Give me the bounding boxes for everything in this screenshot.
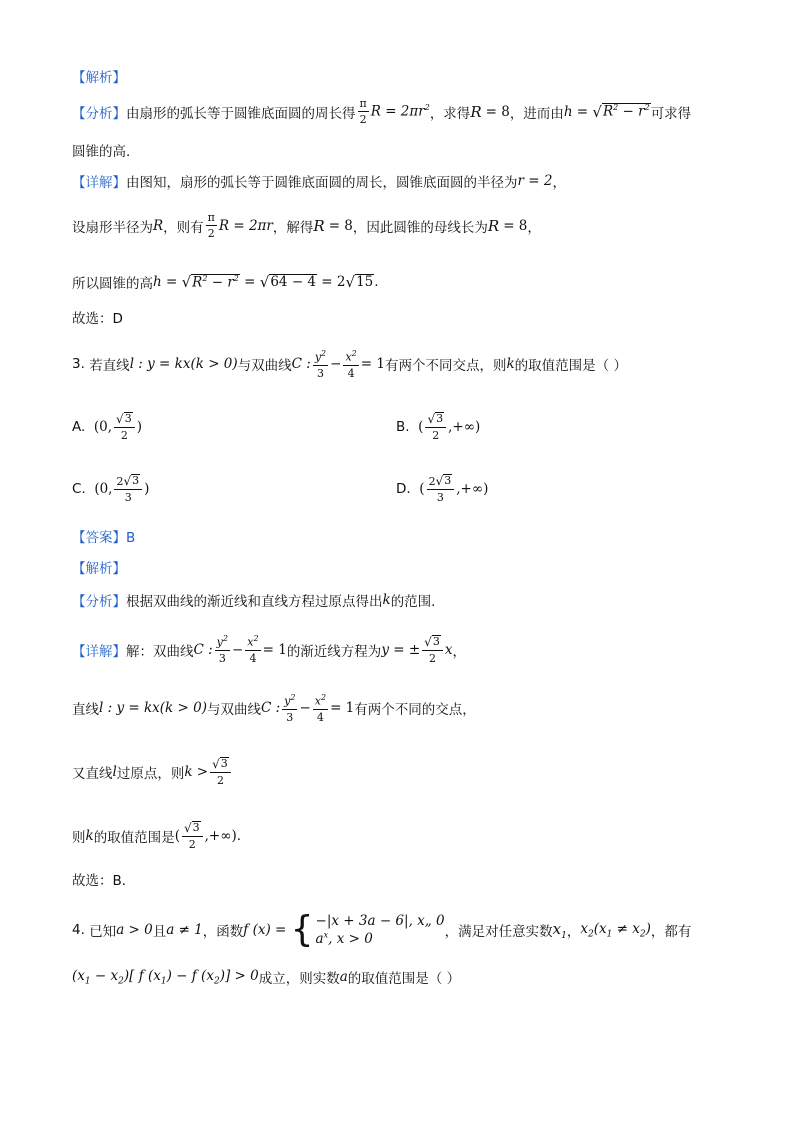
option-D-frac: 2 √ 3 3 [427, 474, 455, 503]
sqrt-R2-minus-r2: √ $R^2 - r^2$ [592, 102, 650, 121]
question-3 [72, 350, 627, 379]
option-B-close: ,+∞) [448, 418, 481, 435]
pi-over-2-fraction: $\frac{\pi}{2}$ [359, 97, 367, 126]
setR-text-2: ，则有 [163, 219, 204, 236]
eq-1-b: = 1 [262, 641, 287, 658]
detail-tag-2: 【详解】 [72, 643, 126, 660]
x2-over-4-b: $\frac{x^2}{4}$ [247, 634, 259, 665]
formula-eq-8: = 8 [485, 103, 510, 120]
detail-line-q3 [72, 635, 466, 664]
q4-text-2: 且 [152, 924, 167, 941]
analysis-line-q3 [72, 590, 435, 610]
sqrt-15: √ 15 [345, 272, 374, 291]
analysis-tag: 【分析】 [72, 105, 126, 122]
answer-choice-line-2 [72, 869, 135, 889]
minus-c: − [299, 700, 311, 717]
q4-text-8: 的取值范围是（ ） [347, 971, 461, 987]
line-l-text-2: 与双曲线 [206, 702, 261, 719]
option-D[interactable] [396, 474, 488, 503]
detail2-text-3: ， [452, 643, 466, 660]
line-range-text-2: 的取值范围是 [93, 829, 175, 846]
detail-text-2: ， [552, 175, 566, 191]
option-A[interactable] [72, 412, 142, 441]
piecewise-cases [316, 912, 445, 948]
option-B-label: B. [396, 418, 410, 435]
k-gt-frac: √ 3 2 [210, 757, 231, 786]
k-var-2: k [382, 592, 391, 608]
analysis-text-2: ，求得 [429, 105, 471, 122]
section-header-explanation-2 [72, 557, 126, 577]
question-4 [72, 909, 692, 951]
formula-arc-eq-2: R = 2πr [218, 217, 273, 234]
formula-eq: = [239, 274, 260, 290]
inequality: $(x_1 - x_2)$[ f $(x_1) - f$ $(x_2)] > 0$ [72, 967, 259, 987]
question-4-line-2 [72, 967, 460, 987]
formula-eq-2: = 2 [317, 274, 346, 290]
detail-text-1: 由图知，扇形的弧长等于圆锥底面圆的周长，圆锥底面圆的半径为 [126, 175, 518, 191]
asymptote-y: y = ± [381, 641, 421, 658]
answer-tag: 【答案】B [72, 530, 136, 546]
minus-b: − [231, 641, 244, 658]
range-close: ,+∞) [204, 827, 237, 844]
height-text-2: . [374, 274, 379, 290]
k-var: k [506, 356, 515, 373]
option-C-frac: 2 √ 3 3 [114, 474, 142, 503]
line-origin-text-2: 过原点，则 [116, 765, 185, 782]
q4-text-5: ， [566, 924, 581, 941]
detail-tag: 【详解】 [72, 175, 126, 191]
option-B-frac: √ 3 2 [425, 412, 446, 441]
q3-text-2: 与双曲线 [237, 358, 292, 375]
x2-over-4: $\frac{x^2}{4}$ [345, 349, 357, 380]
line-l-eq: l : y = kx(k > 0) [129, 356, 238, 373]
setR-text-4: ，因此圆锥的母线长为 [352, 219, 488, 236]
a-ne-1: a ≠ 1 [166, 922, 203, 939]
q3-text-4: 的取值范围是（ ） [514, 358, 627, 375]
hyperbola-C-3: C : [260, 700, 281, 717]
pi-over-2-fraction-2: $\frac{\pi}{2}$ [207, 211, 215, 240]
line-l-text-1: 直线 [72, 702, 99, 719]
l-var: l [112, 763, 117, 780]
line-l-intersect [72, 694, 476, 723]
option-A-label: A. [72, 418, 86, 435]
q4-text-7: 成立，则实数 [258, 971, 340, 987]
a-var: a [339, 969, 348, 985]
q4-text-4: ，满足对任意实数 [444, 924, 553, 941]
line-range-text-3: . [236, 827, 242, 844]
formula-r-2: r = 2 [517, 173, 553, 189]
cone-height-line [72, 272, 379, 292]
q4-number: 4. [72, 922, 85, 939]
analysis-text-4: 可求得 [650, 105, 692, 122]
option-A-open: (0, [93, 418, 113, 435]
y2-over-3-c: $\frac{y^2}{3}$ [284, 693, 296, 724]
detail-line-1 [72, 171, 566, 191]
option-B-open: ( [418, 418, 424, 435]
case-2: $a^x$, x > 0 [315, 930, 373, 948]
k-gt: k > [184, 763, 209, 780]
formula-R-8-c: R [487, 216, 500, 235]
eq-1: = 1 [360, 356, 385, 373]
analysis-line-1 [72, 98, 691, 125]
answer-choice-text-2: 故选：B． [72, 873, 136, 889]
formula-eq-8-c: = 8 [503, 217, 528, 234]
option-A-close: ) [136, 418, 142, 435]
x1-var: $x_1$ [552, 919, 567, 941]
setR-text-5: ， [527, 219, 541, 236]
q4-text-6: ，都有 [650, 924, 692, 941]
q4-text-1: 已知 [89, 924, 117, 941]
line-l-eq-2: l : y = kx(k > 0) [99, 700, 207, 717]
height-text-1: 所以圆锥的高 [72, 276, 153, 292]
formula-R-8: R [470, 102, 482, 121]
hyperbola-C: C : [291, 356, 311, 373]
formula-R-8-b: R [313, 216, 325, 235]
minus: − [330, 356, 342, 373]
y2-over-3: $\frac{y^2}{3}$ [314, 349, 327, 380]
answer-choice-text-1: 故选：D [72, 311, 123, 327]
formula-arc-eq: $R = 2\pi r^2$ [370, 103, 430, 120]
line-origin [72, 757, 233, 786]
analysis-text-3: ，进而由 [509, 105, 564, 122]
f-of-x: f (x) = [243, 922, 291, 939]
line-range [72, 821, 241, 850]
analysis-text: 由扇形的弧长等于圆锥底面圆的周长得 [126, 105, 356, 122]
analysis-text-5: 圆锥的高. [72, 144, 131, 160]
line-range-text-1: 则 [72, 829, 86, 846]
q4-text-3: ，函数 [202, 924, 244, 941]
explanation-header: 【解析】 [72, 70, 126, 86]
detail2-text-2: 的渐近线方程为 [286, 643, 382, 660]
detail2-text-1: 解：双曲线 [126, 643, 194, 660]
q3-number: 3. [72, 356, 85, 373]
explanation-header-2: 【解析】 [72, 561, 126, 577]
section-header-explanation-1 [72, 66, 126, 86]
option-D-close: ,+∞) [456, 480, 489, 497]
sqrt-R2-r2-b: √ $R^2 - r^2$ [181, 273, 239, 292]
option-C-close: ) [144, 480, 150, 497]
setR-text-3: ，解得 [272, 219, 314, 236]
hyperbola-C-2: C : [193, 641, 213, 658]
line-origin-text-1: 又直线 [72, 765, 113, 782]
answer-line [72, 526, 135, 546]
range-frac: √ 3 2 [182, 821, 203, 850]
formula-h-b: h = [153, 274, 182, 290]
analysis2-text-2: 的范围. [390, 594, 436, 610]
set-radius-line [72, 212, 541, 239]
case-1: −|x + 3a − 6|, x„ 0 [315, 913, 445, 929]
q3-text-3: 有两个不同交点，则 [384, 358, 507, 375]
line-l-text-3: 有两个不同的交点， [354, 702, 476, 719]
asymptote-x: x [444, 641, 453, 658]
option-C-open: (0, [94, 480, 113, 497]
x2-over-4-c: $\frac{x^2}{4}$ [314, 693, 327, 724]
piecewise-function [290, 909, 445, 951]
option-A-frac: √ 3 2 [114, 412, 135, 441]
range-open: ( [174, 827, 180, 844]
analysis-line-2 [72, 140, 130, 160]
asymptote-frac: √ 3 2 [422, 635, 443, 664]
option-C-label: C. [72, 480, 86, 497]
option-D-label: D. [396, 480, 411, 497]
eq-1-c: = 1 [330, 700, 355, 717]
brace-icon: { [290, 909, 314, 951]
analysis-tag-2: 【分析】 [72, 594, 126, 610]
a-gt-0: a > 0 [116, 922, 153, 939]
k-var-3: k [85, 827, 94, 844]
y2-over-3-b: $\frac{y^2}{3}$ [216, 634, 228, 665]
formula-eq-8-b: = 8 [328, 217, 353, 234]
formula-h: h = [563, 103, 593, 120]
answer-choice-line-1 [72, 307, 123, 327]
option-B[interactable] [396, 412, 480, 441]
option-D-open: ( [419, 480, 425, 497]
x2-cond: $x_2(x_1 \ne x_2)$ [580, 920, 651, 940]
setR-text-1: 设扇形半径为 [72, 219, 153, 236]
sqrt-64-4: √ 64 − 4 [259, 272, 317, 291]
analysis2-text-1: 根据双曲线的渐近线和直线方程过原点得出 [126, 594, 383, 610]
option-C[interactable] [72, 474, 149, 503]
q3-text-1: 若直线 [89, 358, 130, 375]
formula-R: R [153, 217, 164, 234]
